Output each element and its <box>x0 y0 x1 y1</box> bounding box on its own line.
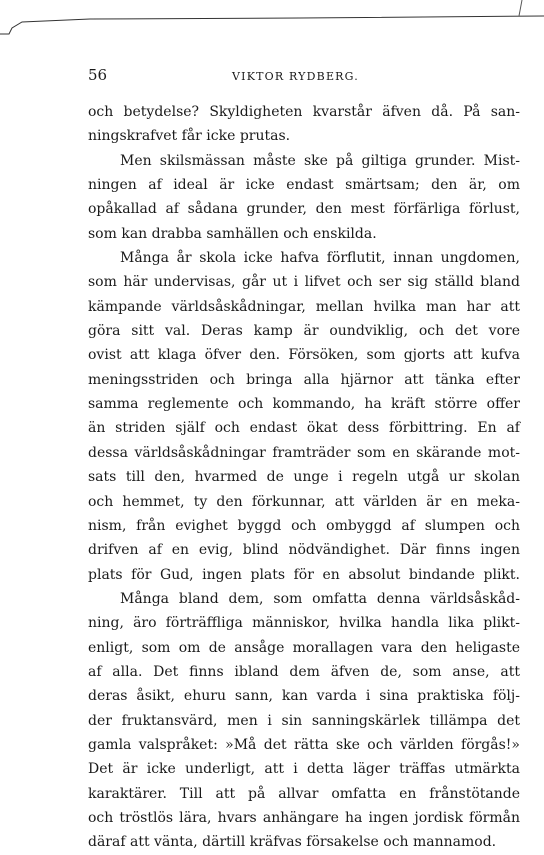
text-line: Många år skola icke hafva förflutit, innan ungdomen, <box>120 250 520 267</box>
text-line: ningskrafvet får icke prutas. <box>88 128 291 145</box>
text-line: dessa världsåskådningar framträder som en skärande mot- <box>88 444 520 461</box>
body-text <box>88 100 520 855</box>
text-line: Men skilsmässan måste ske på giltiga grunder. Mist- <box>120 152 520 169</box>
text-line: karaktärer. Till att på allvar omfatta en frånstötande <box>88 785 520 802</box>
text-line: nism, från evighet byggd och ombyggd af slumpen och <box>88 517 520 534</box>
text-line: opåkallad af sådana grunder, den mest förfärliga förlust, <box>88 201 520 218</box>
text-line: som här undervisas, går ut i lifvet och ser sig ställd bland <box>88 274 520 291</box>
text-line: sats till den, hvarmed de unge i regeln utgå ur skolan <box>88 469 520 486</box>
text-line: drifven af en evig, blind nödvändighet. Där finns ingen <box>88 542 520 559</box>
text-line: än striden själf och endast ökat dess förbittring. En af <box>88 420 520 437</box>
text-line: der fruktansvärd, men i sin sanningskärlek tillämpa det <box>88 712 520 729</box>
text-line: som kan drabba samhällen och enskilda. <box>88 225 377 242</box>
text-line: och betydelse? Skyldigheten kvarstår äfven då. På san- <box>88 104 520 120</box>
running-head: VIKTOR RYDBERG. <box>232 70 359 83</box>
text-line: däraf att vänta, därtill kräfvas försakelse och mannamod. <box>88 834 497 851</box>
page-number: 56 <box>88 66 108 84</box>
text-line: samma reglemente och kommando, ha kräft större offer <box>88 396 520 413</box>
text-line: meningsstriden och bringa alla hjärnor att tänka efter <box>88 371 520 388</box>
text-line: och tröstlös lära, hvars anhängare ha ingen jordisk förmån <box>88 809 520 826</box>
text-line: plats för Gud, ingen plats för en absolut bindande plikt. <box>88 566 520 583</box>
text-line: och hemmet, ty den förkunnar, att världen är en meka- <box>88 493 520 510</box>
text-line: kämpande världsåskådningar, mellan hvilka man har att <box>88 298 520 315</box>
text-line: göra sitt val. Deras kamp är oundviklig, och det vore <box>88 323 520 340</box>
text-line: deras åsikt, ehuru sann, kan varda i sina praktiska följ- <box>88 688 520 705</box>
text-line: gamla valspråket: »Må det rätta ske och världen förgås!» <box>88 736 520 753</box>
text-line: ning, äro förträffliga människor, hvilka handla lika plikt- <box>88 615 520 632</box>
text-line: af alla. Det finns ibland dem äfven de, som anse, att <box>88 663 520 680</box>
text-line: ovist att klaga öfver den. Försöken, som gjorts att kufva <box>88 347 520 364</box>
text-line: Många bland dem, som omfatta denna världsåskåd- <box>120 590 520 607</box>
text-line: enligt, som om de ansåge morallagen vara den heligaste <box>88 639 520 656</box>
text-line: Det är icke underligt, att i detta läger träffas utmärkta <box>88 761 520 778</box>
scan-edge-line <box>0 0 544 40</box>
text-line: ningen af ideal är icke endast smärtsam; den är, om <box>88 177 520 194</box>
